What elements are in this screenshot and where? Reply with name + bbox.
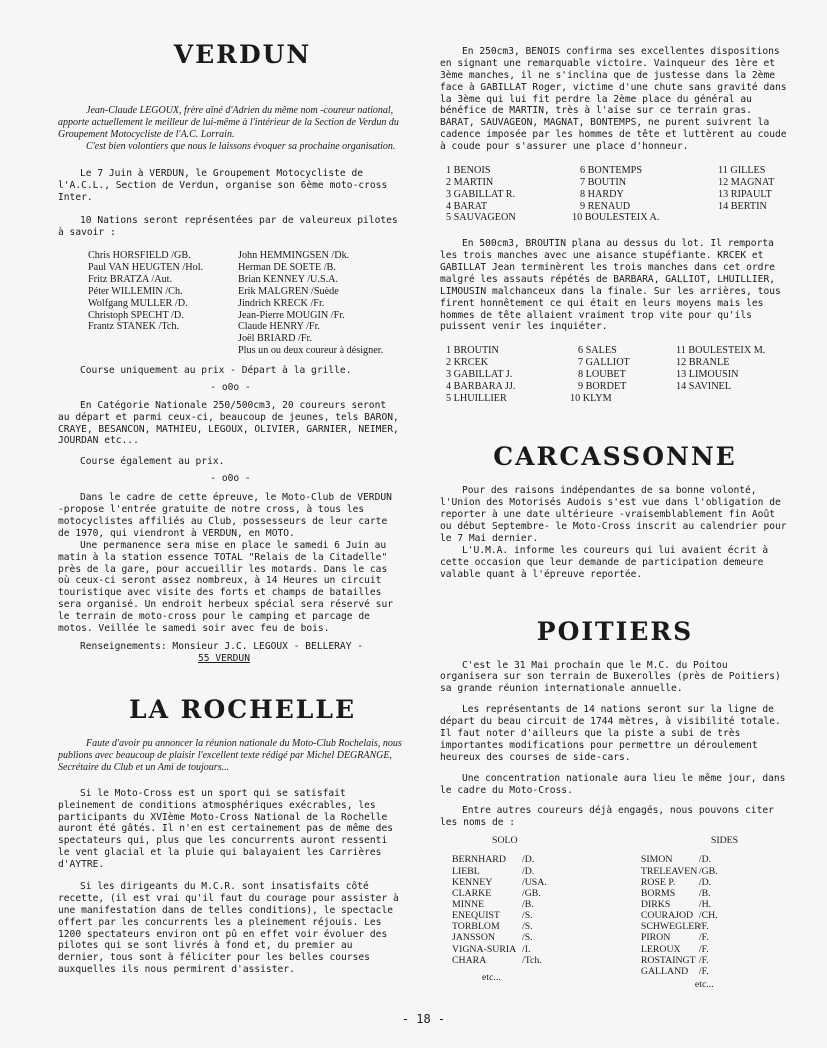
larochelle-title: LA ROCHELLE <box>128 694 357 724</box>
verdun-paragraph: En Catégorie Nationale 250/500cm3, 20 coureurs seront au départ et parmi ceux-ci, beaucoup de jeunes, tels BARON, CRAYE, BESANCON, MATHIEU, LEGOUX, OLIVIER, GARNIER, NEIMER, JOURDAN etc... <box>58 399 399 447</box>
poitiers-paragraph: Entre autres coureurs déjà engagés, nous pouvons citer les noms de : <box>440 805 774 829</box>
entry-row <box>641 899 790 910</box>
rider-name: CHARA <box>452 954 487 966</box>
larochelle-results <box>440 46 790 404</box>
verdun-article <box>58 40 403 665</box>
solo-heading: SOLO <box>492 835 518 847</box>
result-entry: 4 BARBARA JJ. <box>446 380 516 392</box>
rider-entry: Herman DE SOETE /B. <box>238 262 336 274</box>
solo-list <box>440 835 641 990</box>
verdun-paragraph: Dans le cadre de cette épreuve, le Moto-Club de VERDUN -propose l'entrée gratuite de notre cross, à tous les motocyclistes affiliés au Club, possesseurs de leur carte de 1970, qui viendront à VERDUN, en MOTO. <box>58 492 392 539</box>
rider-name: VIGNA-SURIA <box>452 943 517 955</box>
rider-name: BERNHARD <box>452 854 506 866</box>
entry-row <box>641 910 790 921</box>
rider-entry: Jean-Pierre MOUGIN /Fr. <box>238 309 345 321</box>
result-entry: 13 LIMOUSIN <box>676 368 739 380</box>
entry-row <box>641 955 790 966</box>
rider-country: /B. <box>522 899 534 911</box>
result-entry: 1 BENOIS <box>446 165 491 177</box>
rider-entry: Chris HORSFIELD /GB. <box>88 250 191 262</box>
rider-country: /GB. <box>522 887 541 899</box>
rider-column <box>238 250 388 356</box>
larochelle-paragraph: Si le Moto-Cross est un sport qui se satisfait pleinement de conditions atmosphériques exécrables, les participants du XVIème Moto-Cross National de la Rochelle auront été gâtés. Il n'en est certainement pas de même des spectateurs qui, plus que les concurrents auront ressenti le vent glacial et la pluie qui balayaient les Carrières d'AYTRE. <box>58 787 394 871</box>
rider-country: /GB. <box>698 865 718 877</box>
rider-name: MINNE <box>452 899 485 911</box>
entry-row <box>452 877 641 888</box>
verdun-title: VERDUN <box>173 40 312 69</box>
results-column <box>718 165 774 224</box>
verdun-contact: Renseignements: Monsieur J.C. LEGOUX - BELLERAY - <box>80 640 364 652</box>
entry-row <box>452 910 641 921</box>
rider-entry: Brian KENNEY /U.S.A. <box>238 274 339 286</box>
rider-entry: John HEMMINGSEN /Dk. <box>238 250 350 262</box>
entry-row <box>452 944 641 955</box>
rider-name: ROSE P. <box>640 876 676 888</box>
rider-entry: Erik MALGREN /Suède <box>238 285 339 297</box>
rider-name: SCHWEGLER <box>640 921 701 933</box>
rider-country: /F. <box>698 965 709 977</box>
rider-entry: Claude HENRY /Fr. <box>238 321 320 333</box>
result-entry: 12 MAGNAT <box>718 176 775 188</box>
rider-entry: Plus un ou deux coureur à désigner. <box>238 345 384 357</box>
larochelle-paragraph: Si les dirigeants du M.C.R. sont insatisfaits côté recette, (il est vrai qu'il faut du courage pour assister à une manifestation dans de telles conditions), le spectacle offert par les concurrents les a pleinement réjouis. Les 1200 spectateurs environ ont pû en effet voir évoluer des pilotes qui se sont livrés à fond et, du premier au dernier, tous sont à féliciter pour les belles courses auxquelles ils nous permirent d'assister. <box>58 880 399 976</box>
rider-name: SIMON <box>640 854 673 866</box>
results-column <box>570 345 676 404</box>
entry-row <box>452 921 641 932</box>
rider-name: TRELEAVEN <box>640 865 698 877</box>
rider-country: /S. <box>522 910 533 922</box>
rider-entry: Wolfgang MULLER /D. <box>88 297 188 309</box>
result-entry: 6 BONTEMPS <box>580 165 642 177</box>
result-entry: 2 MARTIN <box>446 176 494 188</box>
entry-row <box>452 899 641 910</box>
rider-name: LEROUX <box>640 943 681 955</box>
poitiers-article <box>440 617 790 991</box>
poitiers-title: POITIERS <box>536 616 694 646</box>
500cc-results-table <box>440 345 790 404</box>
result-entry: 10 BOULESTEIX A. <box>572 212 660 224</box>
verdun-city: 55 VERDUN <box>198 652 250 664</box>
result-entry: 8 LOUBET <box>578 368 626 380</box>
result-entry: 13 RIPAULT <box>718 188 772 200</box>
rider-name: GALLAND <box>640 965 689 977</box>
rider-entry: Péter WILLEMIN /Ch. <box>88 285 183 297</box>
250cc-report: En 250cm3, BENOIS confirma ses excellentes dispositions en signant une remarquable victoire. Vainqueur des 1ère et 3ème manches, il ne s'inclina que de justesse dans la 2ème face à GABILLAT Roger, victime d'une chute sans gravité dans la 3ème qui lui fit perdre la 2ème place du général au bénéfice de MARTIN, très à l'aise sur ce terrain gras. BARAT, SAUVAGEON, MAGNAT, BONTEMPS, ne purent suivrent la cadence imposée par les hommes de tête et luttèrent au coude à coude pour s'assurer une place d'honneur. <box>440 46 787 153</box>
separator: - o0o - <box>210 473 251 485</box>
rider-entry: Frantz STANEK /Tch. <box>88 321 179 333</box>
sides-etc: etc... <box>694 979 714 991</box>
entry-row <box>641 921 790 932</box>
verdun-intro: Jean-Claude LEGOUX, frère aîné d'Adrien du même nom -coureur national, apporte actuellement le meilleur de lui-même à l'intérieur de la Section de Verdun du Groupement Motocycliste de l'A.C. Lorrain. <box>58 105 399 140</box>
results-column <box>572 165 718 224</box>
rider-name: ENEQUIST <box>452 910 500 922</box>
verdun-rider-list <box>58 250 403 356</box>
carcassonne-title: CARCASSONNE <box>493 442 737 472</box>
carcassonne-article <box>440 442 790 580</box>
sides-heading: SIDES <box>710 835 739 847</box>
result-entry: 3 GABILLAT R. <box>446 188 516 200</box>
entry-row <box>452 888 641 899</box>
results-column <box>446 165 572 224</box>
separator: - o0o - <box>210 381 251 393</box>
carcassonne-paragraph: Pour des raisons indépendantes de sa bonne volonté, l'Union des Motorisés Audois s'est vue dans l'obligation de reporter à une date ultérieure -vraisemblablement fin Août ou début Septembre- le Moto-Cross inscrit au calendrier pour le 7 Mai dernier. <box>440 485 787 544</box>
entry-row <box>641 866 790 877</box>
rider-country: /H. <box>698 899 712 911</box>
rider-name: JANSSON <box>452 932 496 944</box>
result-entry: 14 SAVINEL <box>676 380 731 392</box>
rider-name: KENNEY <box>452 876 493 888</box>
rider-entry: Jindrich KRECK /Fr. <box>238 297 325 309</box>
verdun-paragraph: 10 Nations seront représentées par de valeureux pilotes à savoir : <box>58 214 398 238</box>
rider-country: /Tch. <box>522 954 542 966</box>
rider-country: /F. <box>698 932 709 944</box>
result-entry: 2 KRCEK <box>446 357 489 369</box>
rider-name: TORBLOM <box>452 921 500 933</box>
entry-row <box>641 966 790 977</box>
rider-country: /I. <box>522 943 531 955</box>
rider-column <box>58 250 238 356</box>
rider-name: DIRKS <box>640 899 671 911</box>
rider-entry: Christoph SPECHT /D. <box>88 309 184 321</box>
rider-entry: Fritz BRATZA /Aut. <box>88 274 173 286</box>
verdun-paragraph: Le 7 Juin à VERDUN, le Groupement Motocycliste de l'A.C.L., Section de Verdun, organise son 6ème moto-cross Inter. <box>58 168 388 203</box>
entry-row <box>641 944 790 955</box>
verdun-course-note: Course également au prix. <box>80 456 225 468</box>
rider-name: ROSTAINGT <box>640 954 696 966</box>
rider-country: /D. <box>522 865 535 877</box>
verdun-course-note: Course uniquement au prix - Départ à la grille. <box>80 364 352 376</box>
result-entry: 11 BOULESTEIX M. <box>676 345 766 357</box>
rider-country: /CH. <box>698 910 718 922</box>
results-column <box>676 345 765 404</box>
250cc-results-table <box>440 165 790 224</box>
poitiers-paragraph: Une concentration nationale aura lieu le même jour, dans le cadre du Moto-Cross. <box>440 772 786 796</box>
right-column <box>440 46 790 990</box>
rider-country: /D. <box>522 854 535 866</box>
rider-entry: Joël BRIARD /Fr. <box>238 333 312 345</box>
entry-row <box>641 888 790 899</box>
entry-row <box>641 932 790 943</box>
result-entry: 7 GALLIOT <box>578 357 630 369</box>
rider-name: CLARKE <box>452 887 492 899</box>
rider-name: LIEBL <box>452 865 480 877</box>
500cc-report: En 500cm3, BROUTIN plana au dessus du lot. Il remporta les trois manches avec une aisance stupéfiante. KRCEK et GABILLAT Jean terminèrent les trois manches dans cet ordre malgré les assauts répétés de BARBARA, GALLIOT, LHUILLIER, LIMOUSIN malchanceux dans la finale. Sur les arrières, tous firent honnêtement ce qui était en leurs moyens mais les hommes de tête allaient vraiment trop vite pour qu'ils puissent venir les inquiéter. <box>440 238 781 333</box>
rider-name: BORMS <box>640 887 676 899</box>
result-entry: 6 SALES <box>578 345 617 357</box>
sides-list <box>641 835 790 990</box>
verdun-intro-2: C'est bien volontiers que nous le laissons évoquer sa prochaine organisation. <box>86 141 396 152</box>
entry-row <box>452 866 641 877</box>
solo-etc: etc... <box>482 971 501 983</box>
rider-country: /S. <box>522 932 533 944</box>
page-number: - 18 - <box>401 1012 446 1026</box>
result-entry: 14 BERTIN <box>718 200 767 212</box>
entry-row <box>641 854 790 865</box>
rider-entry: Paul VAN HEUGTEN /Hol. <box>88 262 204 274</box>
result-entry: 10 KLYM <box>570 392 612 404</box>
result-entry: 11 GILLES <box>718 165 766 177</box>
entry-row <box>452 854 641 865</box>
rider-country: /F. <box>698 943 709 955</box>
result-entry: 9 BORDET <box>578 380 627 392</box>
entry-row <box>452 955 641 966</box>
rider-name: COURAJOD <box>640 910 694 922</box>
results-column <box>446 345 570 404</box>
entry-row <box>641 877 790 888</box>
result-entry: 5 SAUVAGEON <box>446 212 516 224</box>
carcassonne-paragraph: L'U.M.A. informe les coureurs qui lui avaient écrit à cette occasion que leur demande de participation demeure valable quant à l'épreuve reportée. <box>440 544 769 580</box>
poitiers-paragraph: C'est le 31 Mai prochain que le M.C. du Poitou organisera sur son terrain de Buxerolles (près de Poitiers) sa grande réunion internationale annuelle. <box>440 659 781 695</box>
rider-country: /S. <box>522 921 533 933</box>
larochelle-intro: Faute d'avoir pu annoncer la réunion nationale du Moto-Club Rochelais, nous publions avec beaucoup de plaisir l'excellent texte rédigé par Michel DEGRANGE, Secrétaire du Club et un Ami de toujours... <box>58 737 402 773</box>
rider-country: /USA. <box>522 876 547 888</box>
rider-country: /F. <box>698 921 709 933</box>
result-entry: 12 BRANLE <box>676 357 730 369</box>
larochelle-article <box>58 695 403 976</box>
rider-country: /D. <box>698 876 712 888</box>
entry-row <box>452 932 641 943</box>
result-entry: 7 BOUTIN <box>580 176 627 188</box>
rider-country: /B. <box>698 887 711 899</box>
result-entry: 8 HARDY <box>580 188 624 200</box>
result-entry: 1 BROUTIN <box>446 345 499 357</box>
left-column <box>58 40 403 976</box>
result-entry: 4 BARAT <box>446 200 488 212</box>
verdun-paragraph: Une permanence sera mise en place le samedi 6 Juin au matin à la station essence TOTAL "Relais de la Citadelle" près de la gare, pour accueillir les motards. Dans le cas où ceux-ci seront assez nombreux, à 14 Heures un circuit touristique avec visite des forts et champs de batailles sera organisé. Un endroit herbeux spécial sera réservé sur le terrain de moto-cross pour le camping et parcage de motos. Veillée le samedi soir avec feu de bois. <box>58 539 394 635</box>
result-entry: 9 RENAUD <box>580 200 631 212</box>
rider-country: /F. <box>698 954 709 966</box>
rider-country: /D. <box>698 854 712 866</box>
rider-name: PIRON <box>640 932 671 944</box>
result-entry: 3 GABILLAT J. <box>446 368 513 380</box>
poitiers-entry-lists <box>440 835 790 990</box>
poitiers-paragraph: Les représentants de 14 nations seront sur la ligne de départ du beau circuit de 1744 mètres, à visibilité totale. Il faut noter d'ailleurs que la piste a subi de très importantes modifications pour permettre un déroulement heureux des courses de side-cars. <box>440 704 781 763</box>
result-entry: 5 LHUILLIER <box>446 392 507 404</box>
